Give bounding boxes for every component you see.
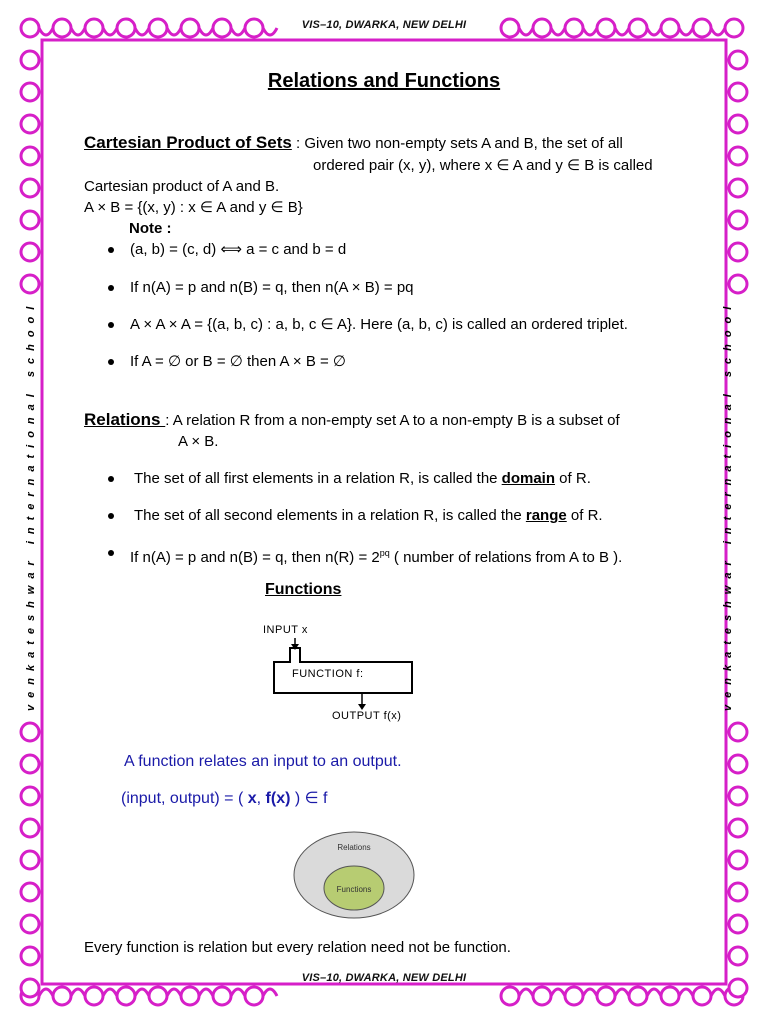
cartesian-line2: ordered pair (x, y), where x ∈ A and y ∈ B is called xyxy=(313,157,653,174)
frame-scallop xyxy=(551,989,565,996)
relations-bullet-2: The set of all second elements in a relation R, is called the range of R. xyxy=(134,507,603,524)
frame-scallop xyxy=(199,989,213,996)
frame-ring xyxy=(21,851,39,869)
bullet-dot xyxy=(108,513,114,519)
cartesian-line3: Cartesian product of A and B. xyxy=(84,178,280,195)
frame-scallop xyxy=(647,989,661,996)
frame-scallop xyxy=(39,989,53,996)
frame-ring xyxy=(21,179,39,197)
bullet-dot xyxy=(108,476,114,482)
function-pair-definition: (input, output) = ( x, f(x) ) ∈ f xyxy=(121,790,328,807)
frame-ring xyxy=(21,915,39,933)
frame-ring xyxy=(729,819,747,837)
frame-ring xyxy=(53,987,71,1005)
functions-heading: Functions xyxy=(265,581,342,598)
closing-statement: Every function is relation but every relation need not be function. xyxy=(84,939,511,956)
cartesian-bullet-1: (a, b) = (c, d) ⟺ a = c and b = d xyxy=(130,241,347,258)
cartesian-line1: : Given two non-empty sets A and B, the set of all xyxy=(291,135,623,152)
frame-ring xyxy=(501,987,519,1005)
function-statement: A function relates an input to an output. xyxy=(124,753,402,770)
frame-ring xyxy=(693,987,711,1005)
frame-ring xyxy=(729,851,747,869)
bullet-dot xyxy=(108,322,114,328)
frame-ring xyxy=(729,883,747,901)
frame-ring xyxy=(729,211,747,229)
frame-ring xyxy=(729,947,747,965)
frame-scallop xyxy=(71,989,85,996)
frame-scallop xyxy=(231,989,245,996)
frame-ring xyxy=(729,243,747,261)
footer-school-address: VIS–10, DWARKA, NEW DELHI xyxy=(301,972,467,984)
relations-line2: A × B. xyxy=(178,433,219,450)
frame-ring xyxy=(21,243,39,261)
frame-ring xyxy=(149,987,167,1005)
bullet-dot xyxy=(108,285,114,291)
frame-scallop xyxy=(519,989,533,996)
range-term: range xyxy=(525,507,567,524)
function-machine-diagram xyxy=(260,620,450,726)
frame-scallop xyxy=(583,989,597,996)
frame-scallop xyxy=(103,989,117,996)
frame-ring xyxy=(729,51,747,69)
diagram-output-label: OUTPUT f(x) xyxy=(332,710,402,722)
cartesian-bullet-4: If A = ∅ or B = ∅ then A × B = ∅ xyxy=(130,353,346,370)
frame-ring xyxy=(21,275,39,293)
frame-ring xyxy=(21,787,39,805)
frame-ring xyxy=(729,115,747,133)
frame-ring xyxy=(181,987,199,1005)
frame-ring xyxy=(21,755,39,773)
frame-ring xyxy=(21,883,39,901)
frame-ring xyxy=(729,147,747,165)
cartesian-heading: Cartesian Product of Sets xyxy=(84,133,292,152)
frame-ring xyxy=(729,755,747,773)
domain-term: domain xyxy=(501,470,556,487)
frame-ring xyxy=(21,51,39,69)
frame-scallop xyxy=(711,989,725,996)
frame-ring xyxy=(729,723,747,741)
frame-ring xyxy=(729,179,747,197)
frame-ring xyxy=(85,987,103,1005)
frame-ring xyxy=(21,723,39,741)
frame-scallop xyxy=(135,989,149,996)
frame-ring xyxy=(597,987,615,1005)
venn-functions-label: Functions xyxy=(336,885,372,894)
relations-functions-venn-diagram xyxy=(292,830,416,920)
side-text-right: venkateshwar international school xyxy=(722,299,734,711)
relations-bullet-3: If n(A) = p and n(B) = q, then $n(R) = 2^{pq}$ ( number of relations from A to B ). xyxy=(130,548,623,566)
cartesian-bullet-2: If n(A) = p and n(B) = q, then n(A × B) = pq xyxy=(130,279,414,296)
frame-scallop xyxy=(615,989,629,996)
frame-ring xyxy=(533,987,551,1005)
page-title: Relations and Functions xyxy=(267,70,501,92)
bullet-dot xyxy=(108,247,114,253)
frame-ring xyxy=(117,987,135,1005)
frame-ring xyxy=(729,787,747,805)
relations-bullet-1: The set of all first elements in a relation R, is called the domain of R. xyxy=(134,470,591,487)
frame-ring xyxy=(565,987,583,1005)
frame-scallop xyxy=(679,989,693,996)
side-text-left: venkateshwar international school xyxy=(25,299,37,711)
frame-ring xyxy=(729,275,747,293)
frame-ring xyxy=(213,987,231,1005)
cartesian-bullet-3: A × A × A = {(a, b, c) : a, b, c ∈ A}. Here (a, b, c) is called an ordered triplet. xyxy=(130,316,628,333)
relations-heading: Relations xyxy=(84,410,166,429)
diagram-function-label: FUNCTION f: xyxy=(292,668,364,680)
frame-ring xyxy=(729,915,747,933)
diagram-input-label: INPUT x xyxy=(263,624,308,636)
frame-scallop xyxy=(263,989,277,996)
frame-ring xyxy=(21,947,39,965)
frame-ring xyxy=(629,987,647,1005)
frame-ring xyxy=(245,987,263,1005)
relations-line1: : A relation R from a non-empty set A to a non-empty B is a subset of xyxy=(165,412,620,429)
frame-scallop xyxy=(167,989,181,996)
frame-ring xyxy=(21,115,39,133)
frame-ring xyxy=(21,211,39,229)
venn-relations-label: Relations xyxy=(337,843,371,852)
bullet-dot xyxy=(108,359,114,365)
frame-ring xyxy=(21,147,39,165)
frame-ring xyxy=(661,987,679,1005)
frame-ring xyxy=(21,819,39,837)
cartesian-definition: A × B = {(x, y) : x ∈ A and y ∈ B} xyxy=(84,199,303,216)
note-label: Note : xyxy=(129,220,172,237)
header-school-address: VIS–10, DWARKA, NEW DELHI xyxy=(301,19,467,31)
bullet-dot xyxy=(108,550,114,556)
